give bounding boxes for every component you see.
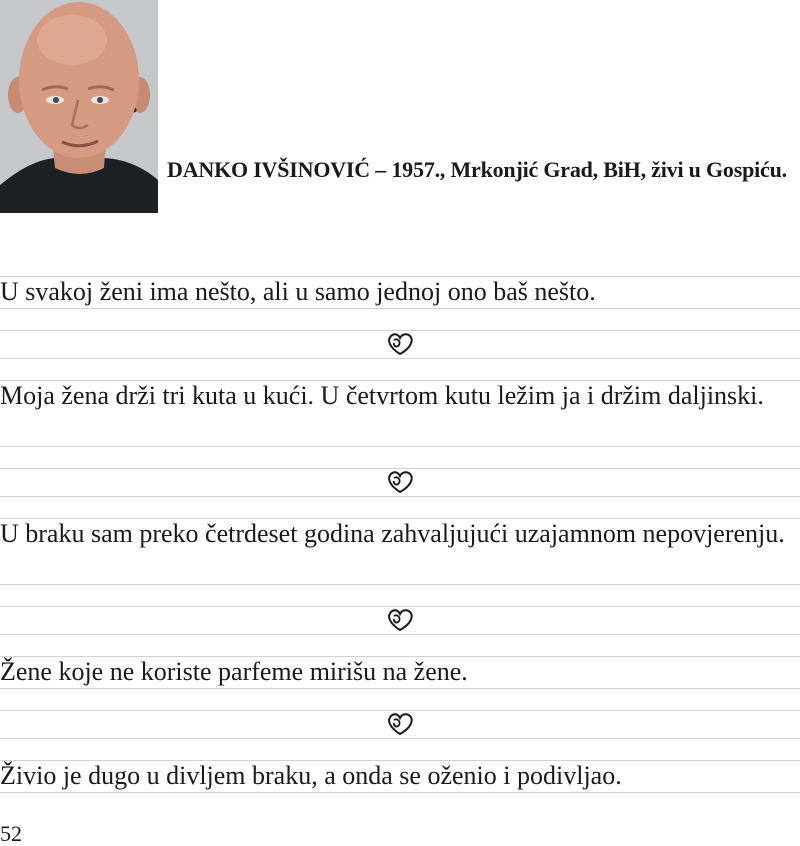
quote-text: Žene koje ne koriste parfeme mirišu na žene. [0,657,468,686]
author-caption: DANKO IVŠINOVIĆ – 1957., Mrkonjić Grad, BiH, živi u Gospiću. [167,157,787,182]
divider [0,634,800,635]
quote-text: U braku sam preko četrdeset godina zahvaljujući uzajamnom nepovjerenju. [0,519,785,548]
heart-swirl-icon [384,330,416,358]
quote-text: Živio je dugo u divljem braku, a onda se oženio i podivljao. [0,761,622,790]
divider [0,308,800,309]
heart-swirl-icon [384,710,416,738]
quote-text: Moja žena drži tri kuta u kući. U četvrtom kutu ležim ja i držim daljinski. [0,381,764,410]
heart-swirl-icon [384,468,416,496]
divider [0,496,800,497]
divider [0,688,800,689]
divider [0,358,800,359]
divider [0,584,800,585]
heart-swirl-icon [384,606,416,634]
page-number: 52 [0,821,22,846]
divider [0,738,800,739]
quote-text: U svakoj ženi ima nešto, ali u samo jednoj ono baš nešto. [0,277,596,306]
author-photo [0,0,158,213]
divider [0,446,800,447]
divider [0,792,800,793]
